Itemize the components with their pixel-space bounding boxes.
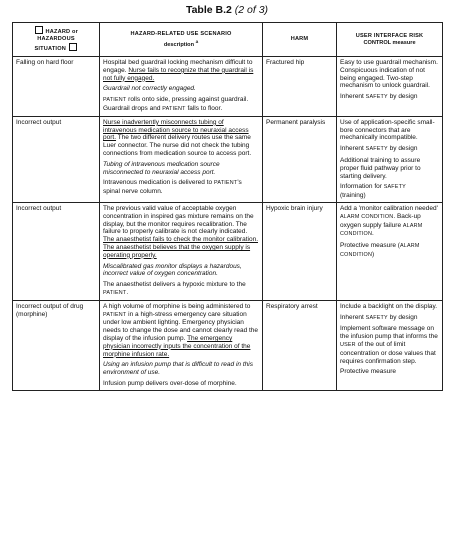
cell-hazard: Incorrect output (13, 202, 100, 300)
header-hazard-line1: HAZARD or (45, 29, 79, 35)
control-text: of the out of limit concentration or dose values that requires confirmation step. (340, 340, 436, 365)
cell-hazard: Incorrect output (13, 116, 100, 202)
scenario-text: Hospital bed guardrail locking mechanism difficult to engage. (103, 59, 253, 74)
header-control-line2: CONTROL measure (363, 39, 416, 46)
scenario-text: The previous valid value of acceptable oxygen concentration in inspired gas mixture remains on the display, but the monitor requires recalibration. The failure to properly calibrate is not clearly indicated. (103, 204, 254, 236)
table-title: Table B.2 (185, 4, 232, 16)
cell-scenario (100, 300, 263, 390)
control-text: Use of application-specific small-bore connectors that are mechanically incompatible. (340, 118, 435, 142)
control-sc: ALARM CONDITION (340, 243, 420, 258)
control-text: Include a backlight on the display. (340, 302, 438, 310)
control-text: Inherent (340, 313, 366, 321)
cell-harm: Fractured hip (263, 57, 337, 117)
scenario-text: Infusion pump delivers over-dose of morphine. (103, 379, 237, 387)
control-sc: ALARM CONDITION (340, 213, 394, 220)
control-text: Inherent (340, 145, 366, 153)
cell-control (337, 116, 443, 202)
header-harm (263, 23, 337, 57)
header-harm-label: HARM (290, 36, 309, 42)
control-sc: SAFETY (365, 94, 388, 101)
header-scenario-line2: description (163, 41, 194, 48)
scenario-sc: PATIENT (103, 289, 127, 296)
scenario-italic: Tubing of intravenous medication source misconnected to neuraxial access port. (103, 160, 220, 176)
cell-harm: Hypoxic brain injury (263, 202, 337, 300)
control-sc: SAFETY (365, 314, 388, 321)
scenario-underlined: The emergency physician incorrectly inputs the concentration of the morphine infusion rate. (103, 334, 251, 358)
header-hazard-line2: HAZARDOUS (37, 36, 75, 42)
header-scenario-line1: HAZARD-RELATED USE SCENARIO (130, 30, 232, 37)
header-control-line1: USER INTERFACE RISK (355, 32, 424, 39)
control-text: by design (387, 93, 418, 101)
cell-harm: Respiratory arrest (263, 300, 337, 390)
control-text: Information for (340, 183, 384, 191)
control-text: Protective measure ( (340, 242, 400, 250)
header-hazard-line3: SITUATION (34, 46, 66, 52)
header-hazard (13, 23, 100, 57)
link-icon (69, 43, 77, 51)
control-sc: SAFETY (383, 184, 406, 191)
control-text: ) (372, 250, 375, 258)
cell-scenario (100, 57, 263, 117)
table-title-sub: (2 of 3) (234, 4, 269, 16)
control-sc: SAFETY (365, 146, 388, 153)
table-row (13, 57, 443, 117)
scenario-text: 's spinal nerve column. (103, 179, 242, 196)
scenario-text: The anaesthetist delivers a hypoxic mixture to the (103, 281, 246, 289)
cell-hazard: Incorrect output of drug (morphine) (13, 300, 100, 390)
cell-control (337, 202, 443, 300)
cell-control (337, 57, 443, 117)
scenario-text: in a high-stress emergency care situation under low ambient lighting. Emergency physician needs to change the dose and cannot clearly read the display of the infusion pump. (103, 310, 259, 342)
control-sc: ALARM CONDITION (340, 222, 423, 238)
control-text: Additional training to assure proper fluid pathway prior to starting delivery. (340, 156, 421, 180)
cell-control (337, 300, 443, 390)
header-scenario (100, 23, 263, 57)
control-text: by design (387, 145, 418, 153)
table-header-row (13, 23, 443, 57)
control-text: by design (387, 313, 418, 321)
scenario-italic: Guardrail not correctly engaged. (103, 85, 196, 93)
table-row (13, 116, 443, 202)
scenario-underlined: Nurse inadvertently misconnects tubing of intravenous medication source to neuraxial access port. (103, 118, 249, 142)
control-sc: USER (340, 341, 356, 348)
scenario-underlined: The anaesthetist fails to check the monitor calibration. The anaesthetist believes that the oxygen supply is operating properly. (103, 236, 258, 259)
scenario-sc: PATIENT (162, 105, 186, 112)
scenario-sc: PATIENT (213, 180, 238, 187)
scenario-text: A high volume of morphine is being administered to (103, 302, 251, 310)
cell-hazard: Falling on hard floor (13, 57, 100, 117)
control-text: Implement software message on the infusion pump that informs the (340, 325, 438, 341)
scenario-text: rolls onto side, pressing against guardrail. Guardrail drops and (103, 96, 249, 112)
link-icon (35, 26, 43, 34)
control-text: Back-up oxygen supply failure (340, 212, 421, 229)
scenario-underlined: Nurse fails to recognize that the guardrail is not fully engaged. (103, 66, 254, 82)
scenario-text: The two different delivery routes use the same Luer connector. The nurse did not check the tubing connections from medication source to access port. (103, 134, 252, 157)
scenario-text: falls to floor. (185, 104, 223, 112)
control-text: Inherent (340, 93, 366, 101)
scenario-text: Intravenous medication is delivered to (103, 179, 214, 187)
page-title (0, 4, 454, 16)
control-text: Easy to use guardrail mechanism. Conspicuous indication of not being engaged. Two-step mechanism to unlock guardrail. (340, 59, 438, 90)
header-control (337, 23, 443, 57)
control-text: (training) (340, 192, 366, 200)
scenario-sc: PATIENT (103, 97, 127, 104)
table-row (13, 300, 443, 390)
scenario-italic: Miscalibrated gas monitor displays a hazardous, incorrect value of oxygen concentration. (103, 262, 242, 278)
table-row (13, 202, 443, 300)
scenario-sc: PATIENT (103, 311, 127, 318)
scenario-text: . (126, 288, 129, 296)
scenario-italic: Using an infusion pump that is difficult to read in this environment of use. (103, 361, 253, 377)
control-text: Protective measure (340, 368, 396, 376)
risk-table (12, 22, 443, 391)
cell-harm: Permanent paralysis (263, 116, 337, 202)
cell-scenario (100, 202, 263, 300)
control-text: . (393, 212, 396, 220)
control-text: Add a 'monitor calibration needed' (340, 204, 438, 212)
footnote-mark: a (195, 38, 199, 44)
control-text: . (372, 230, 374, 238)
cell-scenario (100, 116, 263, 202)
